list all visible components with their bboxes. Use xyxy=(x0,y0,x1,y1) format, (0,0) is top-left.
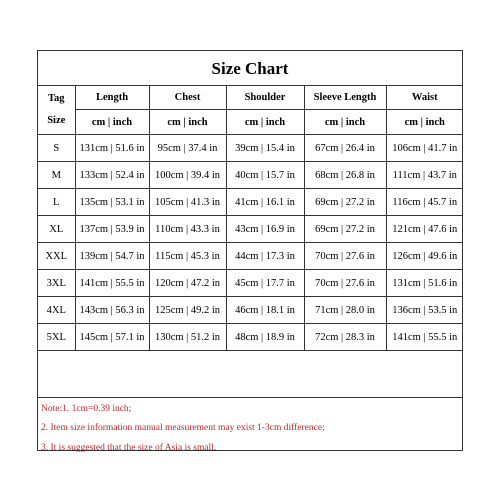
table-row xyxy=(38,270,463,297)
measurement-cell: 120cm | 47.2 in xyxy=(149,270,226,297)
measurement-cell: 44cm | 17.3 in xyxy=(226,243,304,270)
measurement-cell: 39cm | 15.4 in xyxy=(226,135,304,162)
measurement-cell: 121cm | 47.6 in xyxy=(386,216,463,243)
size-cell: XXL xyxy=(38,243,75,270)
note-3: 3. It is suggested that the size of Asia is small. xyxy=(41,443,217,453)
size-rows xyxy=(38,135,463,351)
measurement-cell: 131cm | 51.6 in xyxy=(75,135,149,162)
note-2: 2. Item size information manual measurement may exist 1-3cm difference; xyxy=(41,423,325,433)
measurement-cell: 111cm | 43.7 in xyxy=(386,162,463,189)
measurement-cell: 137cm | 53.9 in xyxy=(75,216,149,243)
measurement-cell: 139cm | 54.7 in xyxy=(75,243,149,270)
unit-row xyxy=(38,110,463,135)
measurement-cell: 67cm | 26.4 in xyxy=(304,135,386,162)
measurement-cell: 141cm | 55.5 in xyxy=(386,324,463,351)
column-header-shoulder: Shoulder xyxy=(226,86,304,110)
measurement-cell: 106cm | 41.7 in xyxy=(386,135,463,162)
table-row xyxy=(38,189,463,216)
column-header-chest: Chest xyxy=(149,86,226,110)
note-1: Note:1. 1cm=0.39 inch; xyxy=(41,404,132,414)
measurement-cell: 43cm | 16.9 in xyxy=(226,216,304,243)
measurement-cell: 145cm | 57.1 in xyxy=(75,324,149,351)
measurement-cell: 143cm | 56.3 in xyxy=(75,297,149,324)
column-header-length: Length xyxy=(75,86,149,110)
size-cell: 5XL xyxy=(38,324,75,351)
measurement-cell: 110cm | 43.3 in xyxy=(149,216,226,243)
measurement-cell: 45cm | 17.7 in xyxy=(226,270,304,297)
measurement-cell: 40cm | 15.7 in xyxy=(226,162,304,189)
measurement-cell: 115cm | 45.3 in xyxy=(149,243,226,270)
unit-label: cm | inch xyxy=(149,110,226,135)
unit-label: cm | inch xyxy=(75,110,149,135)
size-cell: M xyxy=(38,162,75,189)
size-cell: XL xyxy=(38,216,75,243)
size-cell: L xyxy=(38,189,75,216)
table-row xyxy=(38,243,463,270)
measurement-cell: 46cm | 18.1 in xyxy=(226,297,304,324)
column-header-sleeve-length: Sleeve Length xyxy=(304,86,386,110)
unit-label: cm | inch xyxy=(304,110,386,135)
table-row xyxy=(38,162,463,189)
measurement-cell: 125cm | 49.2 in xyxy=(149,297,226,324)
tag-label: Tag xyxy=(47,93,65,104)
size-label: Size xyxy=(47,115,66,126)
notes-section xyxy=(38,397,462,453)
table-row xyxy=(38,324,463,351)
measurement-cell: 116cm | 45.7 in xyxy=(386,189,463,216)
measurement-cell: 130cm | 51.2 in xyxy=(149,324,226,351)
measurement-cell: 100cm | 39.4 in xyxy=(149,162,226,189)
measurement-cell: 69cm | 27.2 in xyxy=(304,216,386,243)
measurement-cell: 135cm | 53.1 in xyxy=(75,189,149,216)
measurement-cell: 70cm | 27.6 in xyxy=(304,270,386,297)
measurement-cell: 133cm | 52.4 in xyxy=(75,162,149,189)
measurement-cell: 131cm | 51.6 in xyxy=(386,270,463,297)
unit-label: cm | inch xyxy=(226,110,304,135)
unit-label: cm | inch xyxy=(386,110,463,135)
header-row xyxy=(38,86,463,110)
measurement-cell: 136cm | 53.5 in xyxy=(386,297,463,324)
table-row xyxy=(38,216,463,243)
measurement-cell: 95cm | 37.4 in xyxy=(149,135,226,162)
size-cell: 3XL xyxy=(38,270,75,297)
measurement-cell: 70cm | 27.6 in xyxy=(304,243,386,270)
chart-title: Size Chart xyxy=(38,51,462,86)
table-row xyxy=(38,135,463,162)
measurement-cell: 141cm | 55.5 in xyxy=(75,270,149,297)
tag-size-header xyxy=(38,86,75,135)
measurement-cell: 72cm | 28.3 in xyxy=(304,324,386,351)
column-header-waist: Waist xyxy=(386,86,463,110)
measurement-cell: 41cm | 16.1 in xyxy=(226,189,304,216)
measurement-cell: 69cm | 27.2 in xyxy=(304,189,386,216)
measurement-cell: 126cm | 49.6 in xyxy=(386,243,463,270)
table-row xyxy=(38,297,463,324)
size-chart xyxy=(37,50,463,451)
size-cell: 4XL xyxy=(38,297,75,324)
measurement-cell: 105cm | 41.3 in xyxy=(149,189,226,216)
measurement-cell: 48cm | 18.9 in xyxy=(226,324,304,351)
size-table xyxy=(38,86,463,351)
size-cell: S xyxy=(38,135,75,162)
measurement-cell: 71cm | 28.0 in xyxy=(304,297,386,324)
measurement-cell: 68cm | 26.8 in xyxy=(304,162,386,189)
